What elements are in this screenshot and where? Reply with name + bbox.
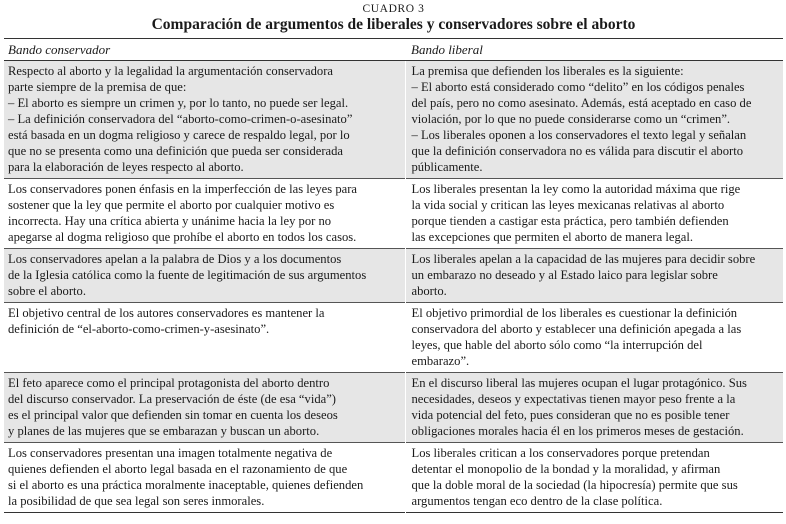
cell-line: y planes de las mujeres que se embarazan y buscan un aborto.	[8, 424, 320, 438]
cell-line: un embarazo no deseado y al Estado laico para legislar sobre	[411, 268, 718, 282]
cell-line: leyes, que hable del aborto sólo como “la interrupción del	[411, 338, 703, 352]
cell-line: definición de “el-aborto-como-crimen-y-asesinato”.	[8, 322, 270, 336]
cell-line: – El aborto está considerado como “delito” en los códigos penales	[411, 80, 745, 94]
cell-line: – El aborto es siempre un crimen y, por lo tanto, no puede ser legal.	[8, 96, 349, 110]
cell-line: está basada en un dogma religioso y carece de respaldo legal, por lo	[8, 128, 350, 142]
table-title: Comparación de argumentos de liberales y conservadores sobre el aborto	[151, 16, 636, 33]
cell-line: conservadora del aborto y establecer una definición apegada a las	[411, 322, 742, 336]
cell-line: Los conservadores presentan una imagen totalmente negativa de	[8, 446, 333, 460]
cell-line: del discurso conservador. La preservación de éste (de esa “vida”)	[8, 392, 336, 406]
table-row	[4, 303, 783, 373]
cell-liberal	[405, 61, 783, 179]
cell-line: de la Iglesia católica como la fuente de legitimación de sus argumentos	[8, 268, 367, 282]
cell-line: Respecto al aborto y la legalidad la argumentación conservadora	[8, 64, 333, 78]
cell-line: es el principal valor que defienden sin tomar en cuenta los deseos	[8, 408, 338, 422]
cell-liberal	[405, 303, 783, 373]
cell-line: obligaciones morales hacia él en los primeros meses de gestación.	[411, 424, 744, 438]
cell-line: que la definición conservadora no es válida para discutir el aborto	[411, 144, 744, 158]
cell-line: sobre el aborto.	[8, 284, 86, 298]
cell-line: si el aborto es una práctica moralmente inaceptable, quienes defienden	[8, 478, 364, 492]
cell-line: porque tienden a castigar esta práctica, pero también defienden	[411, 214, 729, 228]
cell-line: – Los liberales oponen a los conservadores el texto legal y señalan	[411, 128, 747, 142]
table-body	[4, 61, 783, 513]
cell-line: En el discurso liberal las mujeres ocupan el lugar protagónico. Sus	[411, 376, 747, 390]
header-liberal: Bando liberal	[405, 39, 783, 61]
cell-line: detentar el monopolio de la bondad y la moralidad, y afirman	[411, 462, 721, 476]
cell-liberal	[405, 373, 783, 443]
cell-line: apegarse al dogma religioso que prohíbe el aborto en todos los casos.	[8, 230, 357, 244]
cell-line: necesidades, deseos y expectativas tienen mayor peso frente a la	[411, 392, 736, 406]
cell-liberal	[405, 249, 783, 303]
cell-line: Los conservadores ponen énfasis en la imperfección de las leyes para	[8, 182, 357, 196]
cell-line: sostener que la ley que permite el aborto por cualquier motivo es	[8, 198, 335, 212]
cell-line: para la elaboración de leyes respecto al aborto.	[8, 160, 244, 174]
table-row	[4, 373, 783, 443]
cell-line: incorrecta. Hay una crítica abierta y unánime hacia la ley por no	[8, 214, 332, 228]
cell-line: La premisa que defienden los liberales es la siguiente:	[411, 64, 684, 78]
cell-line: argumentos tengan eco dentro de la clase política.	[411, 494, 663, 508]
cell-line: la posibilidad de que sea legal son seres inmorales.	[8, 494, 265, 508]
comparison-table	[4, 38, 783, 513]
cell-line: Los liberales presentan la ley como la autoridad máxima que rige	[411, 182, 741, 196]
cell-conservative	[4, 373, 405, 443]
cell-line: quienes defienden el aborto legal basada en el razonamiento de que	[8, 462, 348, 476]
cell-line: vida potencial del feto, pues consideran que no es posible tener	[411, 408, 730, 422]
cell-line: embarazo”.	[411, 354, 470, 368]
cell-line: aborto.	[411, 284, 447, 298]
cell-line: públicamente.	[411, 160, 483, 174]
cell-conservative	[4, 249, 405, 303]
cell-line: que la doble moral de la sociedad (la hipocresía) permite que sus	[411, 478, 738, 492]
cell-line: – La definición conservadora del “aborto-como-crimen-o-asesinato”	[8, 112, 353, 126]
cell-conservative	[4, 443, 405, 513]
cell-line: Los liberales critican a los conservadores porque pretendan	[411, 446, 710, 460]
cell-line: las excepciones que permiten el aborto de manera legal.	[411, 230, 693, 244]
cell-line: violación, por lo que no puede considerarse como un “crimen”.	[411, 112, 731, 126]
cell-line: Los conservadores apelan a la palabra de Dios y a los documentos	[8, 252, 342, 266]
header-conservative: Bando conservador	[4, 39, 405, 61]
cell-conservative	[4, 303, 405, 373]
cell-conservative	[4, 179, 405, 249]
cell-line: parte siempre de la premisa de que:	[8, 80, 187, 94]
table-row	[4, 61, 783, 179]
table-row	[4, 249, 783, 303]
table-row	[4, 443, 783, 513]
cell-line: El objetivo primordial de los liberales es cuestionar la definición	[411, 306, 738, 320]
cell-line: la vida social y critican las leyes mexicanas relativas al aborto	[411, 198, 725, 212]
cell-liberal	[405, 179, 783, 249]
table-row	[4, 179, 783, 249]
cell-line: El feto aparece como el principal protagonista del aborto dentro	[8, 376, 330, 390]
table-caption: CUADRO 3	[362, 3, 425, 15]
cell-line: El objetivo central de los autores conservadores es mantener la	[8, 306, 325, 320]
cell-line: Los liberales apelan a la capacidad de las mujeres para decidir sobre	[411, 252, 756, 266]
cell-liberal	[405, 443, 783, 513]
cell-line: del país, pero no como asesinato. Además, está aceptado en caso de	[411, 96, 752, 110]
cell-line: que no se presenta como una definición que pueda ser considerada	[8, 144, 344, 158]
table-header-row	[4, 39, 783, 61]
cell-conservative	[4, 61, 405, 179]
